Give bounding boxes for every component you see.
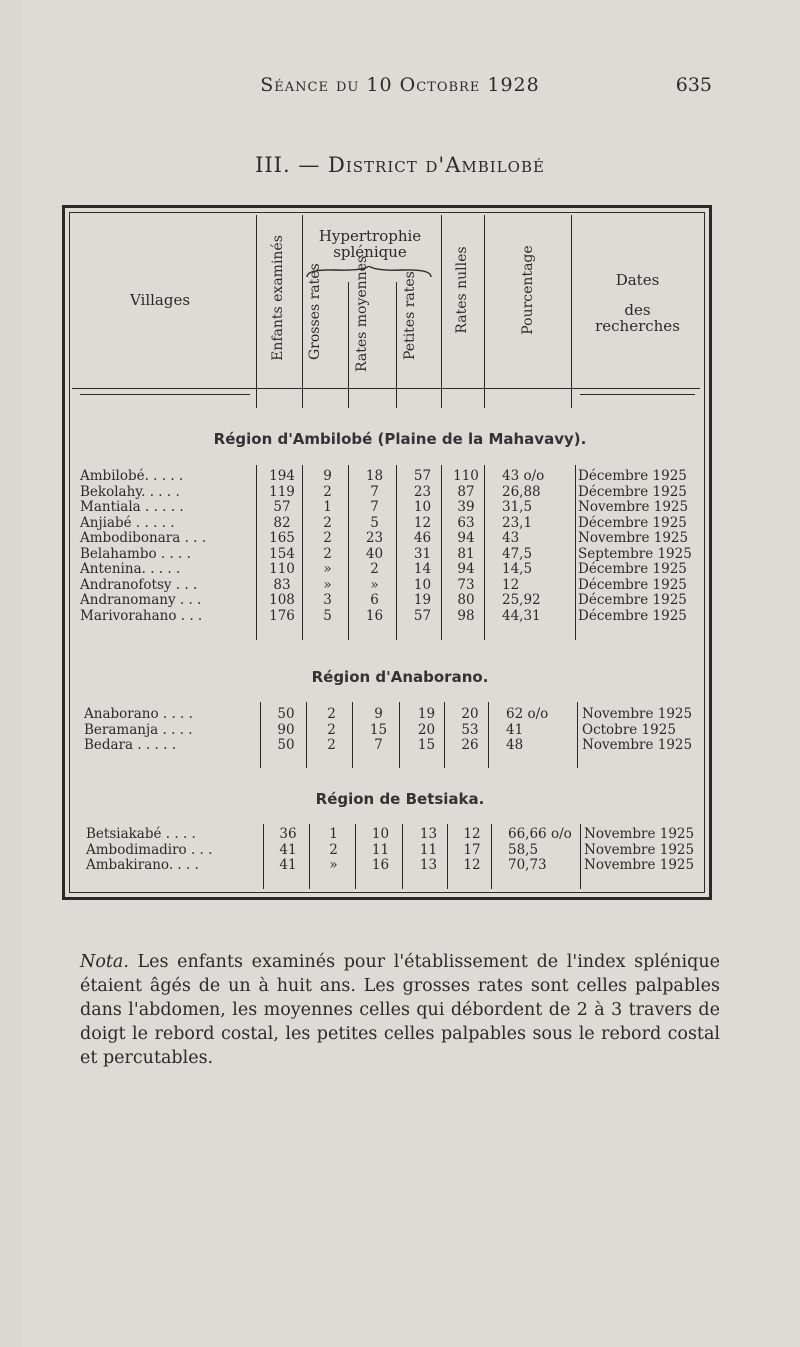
- grosses-rates: 5: [323, 607, 332, 624]
- village-name: Anjiabé . . . . .: [80, 514, 175, 531]
- pourcentage: 23,1: [502, 514, 533, 531]
- pourcentage: 26,88: [502, 483, 541, 500]
- section-title: III. — District d'Ambilobé: [255, 153, 545, 177]
- enfants-examines: 110: [269, 561, 295, 577]
- date-recherche: Décembre 1925: [578, 514, 687, 531]
- date-recherche: Décembre 1925: [578, 592, 687, 608]
- rates-nulles: 80: [457, 592, 475, 608]
- pourcentage: 43: [502, 530, 520, 546]
- rates-nulles: 94: [457, 530, 475, 546]
- petites-rates: 11: [419, 841, 438, 858]
- col-nulles: Rates nulles: [454, 246, 470, 334]
- village-name: Mantiala . . . . .: [80, 499, 184, 515]
- petites-rates: 57: [413, 468, 432, 484]
- running-head: Séance du 10 Octobre 1928: [260, 74, 540, 96]
- col-dates-line1: Dates: [615, 271, 660, 289]
- date-recherche: Décembre 1925: [578, 561, 687, 577]
- grosses-rates: 2: [327, 706, 336, 722]
- date-recherche: Novembre 1925: [582, 706, 693, 722]
- rates-nulles: 17: [463, 841, 481, 858]
- date-recherche: Septembre 1925: [578, 545, 692, 562]
- rates-nulles: 53: [461, 721, 479, 738]
- petites-rates: 14: [413, 561, 432, 577]
- date-recherche: Décembre 1925: [578, 468, 687, 484]
- grosses-rates: »: [323, 576, 332, 593]
- pourcentage: 62 o/o: [506, 706, 549, 722]
- grosses-rates: 2: [327, 721, 336, 738]
- village-name: Andranofotsy . . .: [80, 576, 198, 593]
- table-row: [0, 499, 800, 515]
- col-moyennes: Rates moyennes: [354, 255, 370, 372]
- divider: [256, 215, 257, 408]
- table-row: [4, 722, 800, 738]
- rates-moyennes: 7: [370, 499, 379, 515]
- col-pourcentage: Pourcentage: [520, 245, 536, 335]
- divider: [580, 394, 695, 395]
- rates-moyennes: 9: [374, 706, 383, 722]
- rates-moyennes: »: [370, 576, 379, 593]
- table-row: [4, 706, 800, 722]
- petites-rates: 19: [413, 592, 432, 608]
- rates-nulles: 39: [457, 499, 475, 515]
- enfants-examines: 176: [269, 607, 295, 624]
- rates-moyennes: 15: [369, 721, 388, 738]
- pourcentage: 70,73: [508, 857, 547, 873]
- rates-nulles: 26: [461, 737, 479, 753]
- col-grosses: Grosses rates: [307, 263, 323, 360]
- table-row: [0, 484, 800, 500]
- rates-nulles: 12: [463, 857, 481, 873]
- rates-nulles: 98: [457, 607, 475, 624]
- village-name: Ambilobé. . . . .: [80, 468, 184, 484]
- rates-nulles: 94: [457, 561, 475, 577]
- date-recherche: Novembre 1925: [578, 499, 689, 515]
- petites-rates: 20: [417, 721, 436, 738]
- petites-rates: 10: [413, 499, 432, 515]
- pourcentage: 43 o/o: [502, 468, 545, 484]
- enfants-examines: 50: [277, 706, 295, 722]
- grosses-rates: 2: [323, 545, 332, 562]
- pourcentage: 14,5: [502, 561, 533, 577]
- grosses-rates: 3: [323, 592, 332, 608]
- village-name: Bekolahy. . . . .: [80, 483, 180, 500]
- table-row: [0, 608, 800, 624]
- rates-nulles: 63: [457, 514, 475, 531]
- enfants-examines: 50: [277, 737, 295, 753]
- grosses-rates: 1: [329, 826, 338, 842]
- table-row: [0, 546, 800, 562]
- col-hyper: Hypertrophie splénique: [318, 227, 422, 261]
- note-paragraph: [80, 950, 720, 1070]
- enfants-examines: 119: [269, 483, 295, 500]
- date-recherche: Novembre 1925: [584, 826, 695, 842]
- col-villages: Villages: [129, 291, 191, 309]
- petites-rates: 57: [413, 607, 432, 624]
- page-number: 635: [675, 74, 712, 96]
- rates-moyennes: 23: [365, 530, 384, 546]
- rates-nulles: 110: [453, 468, 479, 484]
- village-name: Ambodibonara . . .: [80, 530, 207, 546]
- divider: [348, 282, 349, 408]
- rates-moyennes: 7: [370, 483, 379, 500]
- village-name: Ambakirano. . . .: [86, 857, 199, 873]
- enfants-examines: 41: [279, 857, 297, 873]
- petites-rates: 23: [413, 483, 432, 500]
- petites-rates: 46: [413, 530, 432, 546]
- date-recherche: Décembre 1925: [578, 607, 687, 624]
- rates-moyennes: 18: [365, 468, 384, 484]
- table-row: [6, 857, 800, 873]
- village-name: Anaborano . . . .: [84, 706, 193, 722]
- grosses-rates: »: [323, 561, 332, 577]
- pourcentage: 47,5: [502, 545, 533, 562]
- rates-moyennes: 16: [371, 857, 390, 873]
- grosses-rates: 2: [323, 514, 332, 531]
- pourcentage: 66,66 o/o: [508, 826, 572, 842]
- enfants-examines: 108: [269, 592, 295, 608]
- rates-moyennes: 40: [365, 545, 384, 562]
- village-name: Betsiakabé . . . .: [86, 826, 196, 842]
- grosses-rates: 2: [323, 483, 332, 500]
- divider: [80, 394, 250, 395]
- region-title: Région d'Ambilobé (Plaine de la Mahavavy).: [213, 430, 587, 448]
- petites-rates: 10: [413, 576, 432, 593]
- grosses-rates: 1: [323, 499, 332, 515]
- enfants-examines: 83: [273, 576, 291, 593]
- enfants-examines: 36: [279, 826, 297, 842]
- col-enfants: Enfants examinés: [270, 235, 286, 361]
- pourcentage: 25,92: [502, 592, 541, 608]
- rates-moyennes: 10: [371, 826, 390, 842]
- date-recherche: Décembre 1925: [578, 483, 687, 500]
- divider: [571, 215, 572, 408]
- table-row: [0, 577, 800, 593]
- rates-moyennes: 5: [370, 514, 379, 531]
- note-label: Nota.: [80, 952, 129, 972]
- pourcentage: 41: [506, 721, 524, 738]
- grosses-rates: 9: [323, 468, 332, 484]
- rates-moyennes: 6: [370, 592, 379, 608]
- enfants-examines: 154: [269, 545, 295, 562]
- pourcentage: 31,5: [502, 499, 533, 515]
- grosses-rates: 2: [323, 530, 332, 546]
- header-rule: [72, 388, 700, 389]
- table-row: [4, 737, 800, 753]
- petites-rates: 31: [413, 545, 432, 562]
- table-row: [0, 561, 800, 577]
- date-recherche: Novembre 1925: [582, 737, 693, 753]
- pourcentage: 58,5: [508, 841, 539, 858]
- rates-nulles: 81: [457, 545, 475, 562]
- region-title: Région de Betsiaka.: [315, 790, 485, 808]
- table-row: [0, 515, 800, 531]
- village-name: Andranomany . . .: [80, 592, 202, 608]
- village-name: Ambodimadiro . . .: [86, 841, 213, 858]
- enfants-examines: 90: [277, 721, 295, 738]
- note-text: Les enfants examinés pour l'établissement de l'index splénique étaient âgés de un à huit ans. Les grosses rates sont celles palpables dans l'abdomen, les moyennes celles qui débordent de 2 à 3 travers de doigt le rebord costal, les petites celles palpables sous le rebord costal et percutables.: [80, 952, 720, 1068]
- region-title: Région d'Anaborano.: [311, 668, 489, 686]
- pourcentage: 48: [506, 737, 524, 753]
- rates-nulles: 87: [457, 483, 475, 500]
- rates-nulles: 20: [461, 706, 479, 722]
- village-name: Bedara . . . . .: [84, 737, 177, 753]
- enfants-examines: 165: [269, 530, 295, 546]
- enfants-examines: 194: [269, 468, 295, 484]
- table-row: [6, 826, 800, 842]
- table-row: [0, 592, 800, 608]
- date-recherche: Octobre 1925: [582, 721, 676, 738]
- divider: [484, 215, 485, 408]
- petites-rates: 15: [417, 737, 436, 753]
- rates-nulles: 12: [463, 826, 481, 842]
- village-name: Marivorahano . . .: [80, 607, 203, 624]
- grosses-rates: 2: [327, 737, 336, 753]
- enfants-examines: 82: [273, 514, 291, 531]
- table-row: [6, 842, 800, 858]
- col-dates: [580, 272, 695, 334]
- village-name: Belahambo . . . .: [80, 545, 191, 562]
- col-dates-line2: des recherches: [595, 301, 680, 335]
- pourcentage: 44,31: [502, 607, 541, 624]
- rates-nulles: 73: [457, 576, 475, 593]
- divider: [441, 215, 442, 408]
- table-row: [0, 468, 800, 484]
- petites-rates: 13: [419, 857, 438, 873]
- rates-moyennes: 2: [370, 561, 379, 577]
- date-recherche: Novembre 1925: [578, 530, 689, 546]
- pourcentage: 12: [502, 576, 520, 593]
- petites-rates: 13: [419, 826, 438, 842]
- village-name: Beramanja . . . .: [84, 721, 193, 738]
- table-row: [0, 530, 800, 546]
- rates-moyennes: 11: [371, 841, 390, 858]
- divider: [396, 282, 397, 408]
- grosses-rates: »: [329, 857, 338, 873]
- enfants-examines: 57: [273, 499, 291, 515]
- date-recherche: Novembre 1925: [584, 857, 695, 873]
- grosses-rates: 2: [329, 841, 338, 858]
- enfants-examines: 41: [279, 841, 297, 858]
- date-recherche: Décembre 1925: [578, 576, 687, 593]
- date-recherche: Novembre 1925: [584, 841, 695, 858]
- rates-moyennes: 7: [374, 737, 383, 753]
- petites-rates: 12: [413, 514, 432, 531]
- village-name: Antenina. . . . .: [80, 561, 181, 577]
- petites-rates: 19: [417, 706, 436, 722]
- col-petites: Petites rates: [402, 271, 418, 360]
- rates-moyennes: 16: [365, 607, 384, 624]
